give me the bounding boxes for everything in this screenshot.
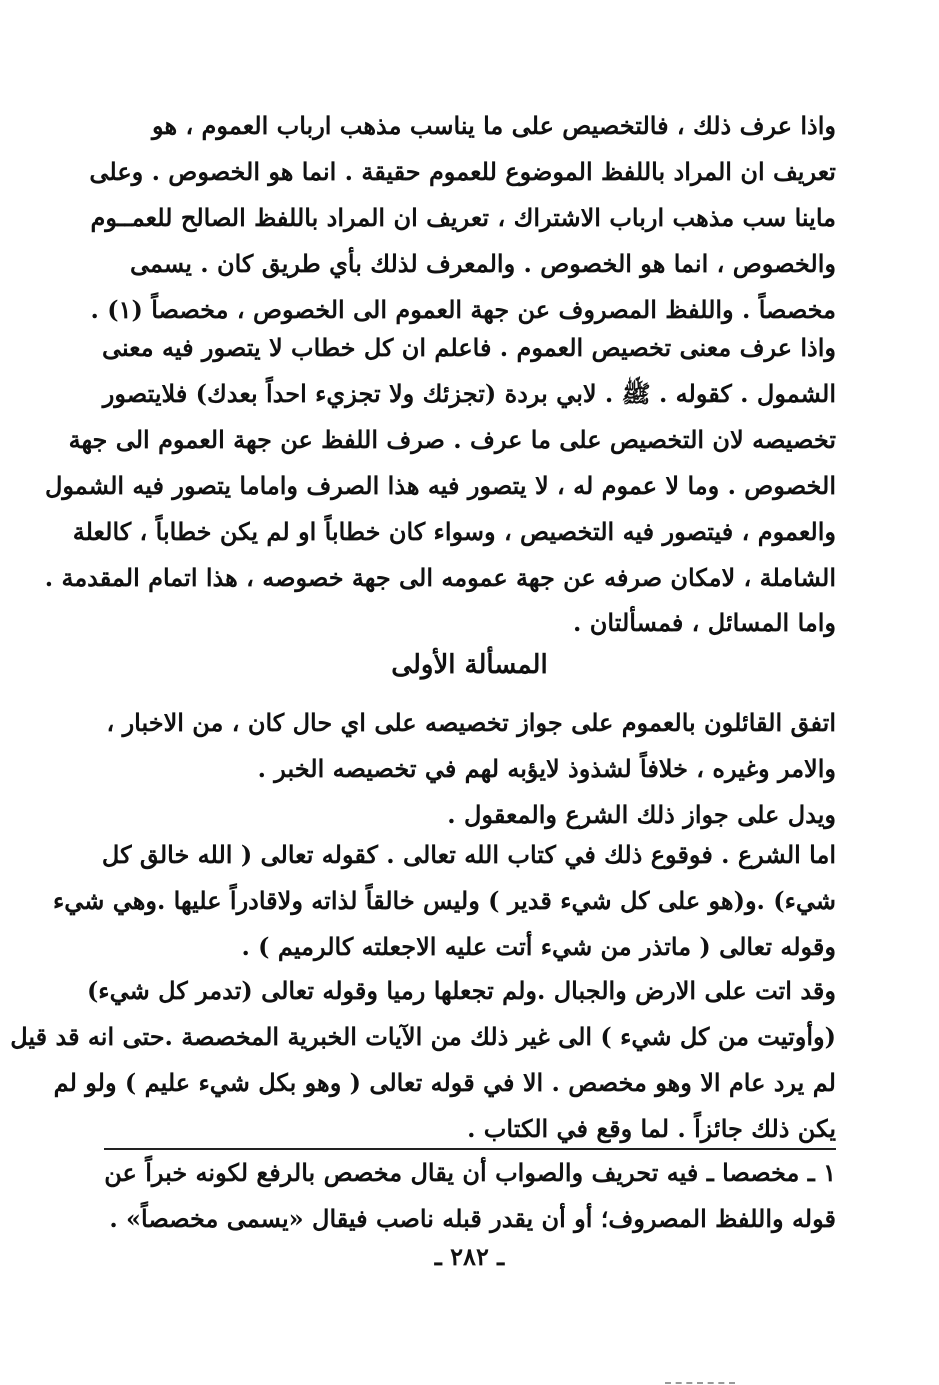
text-line: والامر وغيره ، خلافاً لشذوذ لايؤبه لهم في تخصيصه الخبر . <box>257 754 836 783</box>
text-line: اتفق القائلون بالعموم على جواز تخصيصه على اي حال كان ، من الاخبار ، <box>106 708 836 737</box>
shar-paragraph <box>52 832 836 970</box>
text-line: لم يرد عام الا وهو مخصص . الا في قوله تعالى ( وهو بكل شيء عليم ) ولو لم <box>53 1068 836 1097</box>
text-line: واذا عرف ذلك ، فالتخصيص على ما يناسب مذهب ارباب العموم ، هو <box>152 111 836 140</box>
second-paragraph <box>44 325 836 601</box>
text-line: شيء) .و(هو على كل شيء قدير ) وليس خالقاً لذاته ولاقادراً عليها .وهي شيء <box>52 886 836 915</box>
text-line: مخصصاً . واللفظ المصروف عن جهة العموم الى الخصوص ، مخصصاً (١) . <box>90 295 836 324</box>
footnote-line: قوله واللفظ المصروف؛ أو أن يقدر قبله ناصب فيقال «يسمى مخصصاً» . <box>109 1204 836 1233</box>
text-line: ماينا سب مذهب ارباب الاشتراك ، تعريف ان المراد باللفظ الصالح للعمــوم <box>90 203 836 232</box>
masala-paragraph <box>104 700 836 838</box>
intro-paragraph <box>89 103 836 333</box>
text-line: اما الشرع . فوقوع ذلك في كتاب الله تعالى . كقوله تعالى ( الله خالق كل <box>101 840 836 869</box>
text-line: والخصوص ، انما هو الخصوص . والمعرف لذلك بأي طريق كان . يسمى <box>129 249 836 278</box>
text-line: الشمول . كقوله . ﷺ . لابي بردة (تجزئك ولا تجزيء احداً بعدك) فلايتصور <box>102 379 836 408</box>
text-line: تعريف ان المراد باللفظ الموضوع للعموم حقيقة . انما هو الخصوص . وعلى <box>89 157 836 186</box>
text-line: واما المسائل ، فمسألتان . <box>573 608 836 637</box>
waqad-paragraph <box>10 968 836 1152</box>
text-line: وقوله تعالى ( ماتذر من شيء أتت عليه الاجعلته كالرميم ) . <box>241 932 836 961</box>
text-line: والعموم ، فيتصور فيه التخصيص ، وسواء كان خطاباً او لم يكن خطاباً ، كالعلة <box>72 517 836 546</box>
scan-artifact <box>665 1382 735 1384</box>
text-line: الخصوص . وما لا عموم له ، لا يتصور فيه هذا الصرف واماما يتصور فيه الشمول <box>44 471 836 500</box>
text-line: يكن ذلك جائزاً . لما وقع في الكتاب . <box>467 1114 836 1143</box>
text-line: تخصيصه لان التخصيص على ما عرف . صرف اللفظ عن جهة العموم الى جهة <box>68 425 836 454</box>
footnote <box>104 1150 836 1242</box>
section-heading: المسألة الأولى <box>391 650 548 680</box>
text-line: واذا عرف معنى تخصيص العموم . فاعلم ان كل خطاب لا يتصور فيه معنى <box>101 333 836 362</box>
text-line: الشاملة ، لامكان صرفه عن جهة عمومه الى جهة خصوصه ، هذا اتمام المقدمة . <box>44 563 836 592</box>
text-line: وقد اتت على الارض والجبال .ولم تجعلها رميا وقوله تعالى (تدمر كل شيء) <box>86 976 836 1005</box>
text-line: (وأوتيت من كل شيء ) الى غير ذلك من الآيات الخبرية المخصصة .حتى انه قد قيل <box>10 1022 836 1051</box>
text-line: ويدل على جواز ذلك الشرع والمعقول . <box>447 800 836 829</box>
page-number: ـ ٢٨٢ ـ <box>434 1242 505 1271</box>
footnote-line: ١ ـ مخصصا ـ فيه تحريف والصواب أن يقال مخصص بالرفع لكونه خبراً عن <box>104 1158 836 1187</box>
